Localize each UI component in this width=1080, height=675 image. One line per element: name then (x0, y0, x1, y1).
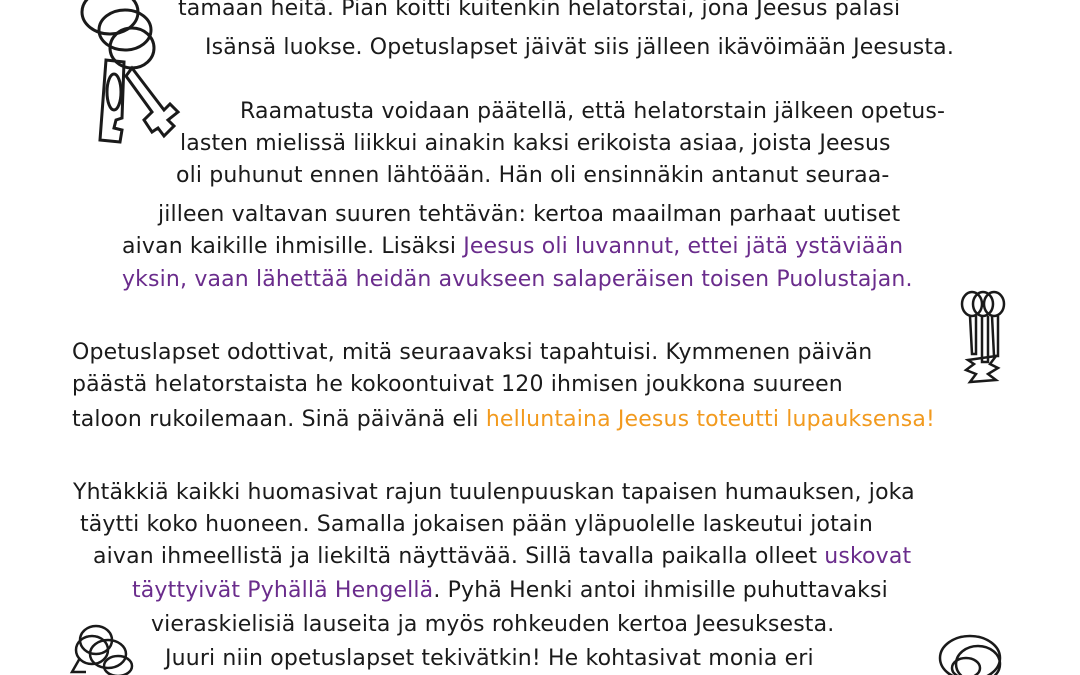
text-line (72, 405, 935, 434)
text-span: täytti koko huoneen. Samalla jokaisen pään yläpuolelle laskeutui jotain (80, 512, 873, 537)
text-span: Juuri niin opetuslapset tekivätkin! He kohtasivat monia eri (165, 646, 814, 671)
keys-icon (70, 0, 190, 160)
text-line (132, 576, 888, 605)
ring-keys-icon (930, 628, 1010, 675)
highlight-spirit: täyttyivät Pyhällä Hengellä (132, 578, 434, 603)
small-keys-icon (958, 290, 1008, 390)
text-line (176, 161, 889, 190)
text-span: jilleen valtavan suuren tehtävän: kertoa maailman parhaat uutiset (158, 202, 901, 227)
text-span: vieraskielisiä lauseita ja myös rohkeuden kertoa Jeesuksesta. (151, 612, 835, 637)
text-span: Raamatusta voidaan päätellä, että helatorstain jälkeen opetus- (240, 99, 946, 124)
text-span: tamaan heitä. Pian koitti kuitenkin helatorstai, jona Jeesus palasi (178, 0, 901, 21)
text-span: Yhtäkkiä kaikki huomasivat rajun tuulenpuuskan tapaisen humauksen, joka (73, 480, 915, 505)
text-span: oli puhunut ennen lähtöään. Hän oli ensinnäkin antanut seuraa- (176, 163, 890, 188)
highlight-promise: Jeesus oli luvannut, ettei jätä ystäviään (463, 234, 904, 259)
text-span: aivan ihmeellistä ja liekiltä näyttävää. Sillä tavalla paikalla olleet (93, 544, 825, 569)
text-span: Opetuslapset odottivat, mitä seuraavaksi tapahtuisi. Kymmenen päivän (72, 340, 873, 365)
text-span: lasten mielissä liikkui ainakin kaksi erikoista asiaa, joista Jeesus (180, 131, 891, 156)
text-line (165, 644, 814, 673)
text-span: . Pyhä Henki antoi ihmisille puhuttavaksi (433, 578, 888, 603)
text-span: aivan kaikille ihmisille. Lisäksi (122, 234, 464, 259)
text-line (93, 542, 911, 571)
highlight-spirit: uskovat (824, 544, 912, 569)
text-span: Isänsä luokse. Opetuslapset jäivät siis jälleen ikävöimään Jeesusta. (205, 35, 954, 60)
highlight-pentecost: helluntaina Jeesus toteutti lupauksensa! (485, 407, 935, 432)
text-span: taloon rukoilemaan. Sinä päivänä eli (72, 407, 486, 432)
text-line (122, 232, 903, 261)
text-span: päästä helatorstaista he kokoontuivat 120 ihmisen joukkona suureen (72, 372, 843, 397)
text-line (180, 129, 891, 158)
text-line (80, 510, 873, 539)
text-line (240, 97, 945, 126)
highlight-promise: yksin, vaan lähettää heidän avukseen salaperäisen toisen Puolustajan. (122, 267, 913, 292)
text-line (72, 338, 872, 367)
text-line (205, 33, 954, 62)
text-line (72, 370, 843, 399)
text-line (122, 265, 913, 294)
text-line (158, 200, 900, 229)
text-line (73, 478, 915, 507)
text-line (151, 610, 834, 639)
ring-keys-icon (66, 614, 146, 675)
text-line (178, 0, 900, 23)
